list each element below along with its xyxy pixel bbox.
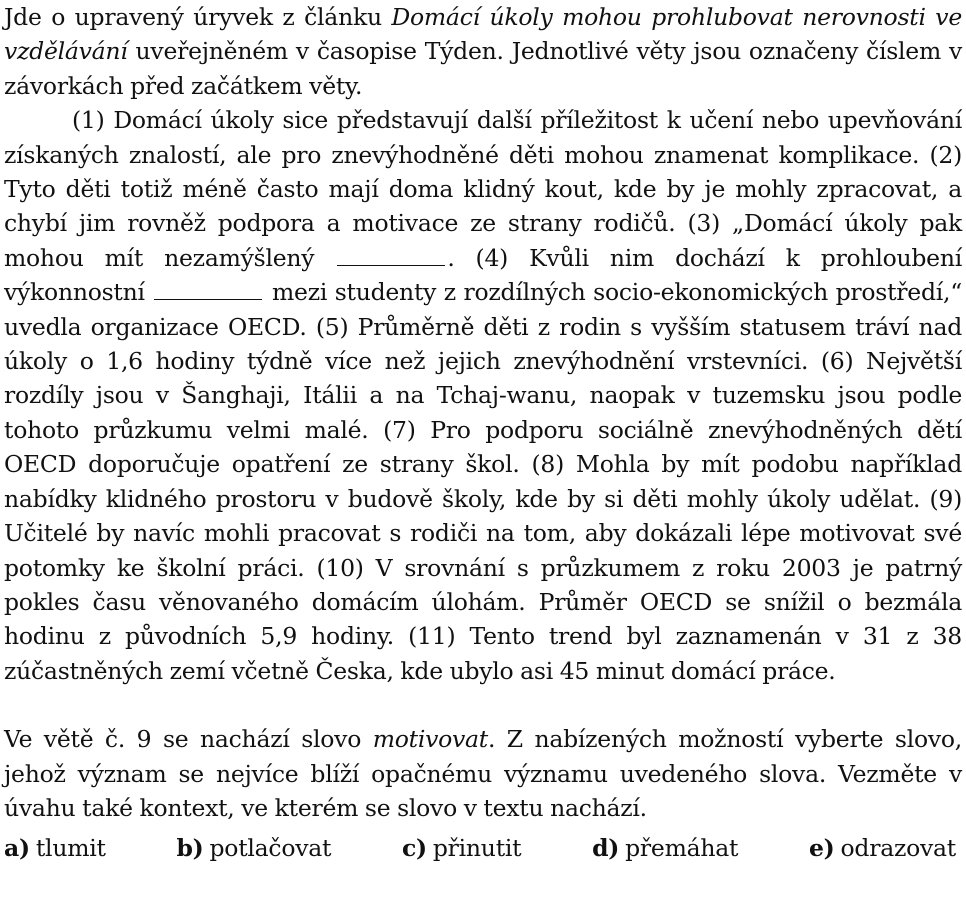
option-c[interactable] xyxy=(402,831,521,865)
article-part-1: (1) Domácí úkoly sice představují další příležitost k učení nebo upevňování získaných znalostí, ale pro znevýhodněné děti mohou znamenat komplikace. (2) Tyto děti totiž méně často mají doma klidný kout, kde by je mohly zpracovat, a chybí jim rovněž podpora a motivace ze strany rodičů. (3) „Domácí úkoly pak mohou mít nezamýšlený xyxy=(4,106,962,272)
answer-options xyxy=(4,831,962,865)
option-letter: d) xyxy=(592,834,620,863)
option-a[interactable] xyxy=(4,831,106,865)
question-paragraph xyxy=(4,722,962,825)
option-letter: b) xyxy=(176,834,204,863)
question-text-before: Ve větě č. 9 se nachází slovo xyxy=(4,725,373,754)
option-text: tlumit xyxy=(35,834,106,863)
blank-1 xyxy=(337,245,445,266)
intro-paragraph xyxy=(4,0,962,103)
article-excerpt xyxy=(4,103,962,688)
blank-2 xyxy=(154,279,262,300)
option-text: odrazovat xyxy=(840,834,956,863)
article-part-2: . (4) Kvůli nim dochází k prohloubení výkonnostní xyxy=(4,243,962,307)
intro-text-after: uveřejněném v časopise Týden. Jednotlivé věty jsou označeny číslem v závorkách před začátkem věty. xyxy=(4,37,962,100)
option-text: přemáhat xyxy=(625,834,739,863)
question-text-after: . Z nabízených možností vyberte slovo, jehož význam se nejvíce blíží opačnému významu uvedeného slova. Vezměte v úvahu také kontext, ve kterém se slovo v textu nachází. xyxy=(4,725,963,822)
option-letter: c) xyxy=(401,834,427,863)
option-e[interactable] xyxy=(809,831,956,865)
option-letter: e) xyxy=(808,834,835,863)
article-part-3: mezi studenty z rozdílných socio-ekonomických prostředí,“ uvedla organizace OECD. (5) Průměrně děti z rodin s vyšším statusem tráví nad úkoly o 1,6 hodiny týdně více než jejich znevýhodnění vrstevníci. (6) Největší rozdíly jsou v Šanghaji, Itálii a na Tchaj-wanu, naopak v tuzemsku jsou podle tohoto průzkumu velmi malé. (7) Pro podporu sociálně znevýhodněných dětí OECD doporučuje opatření ze strany škol. (8) Mohla by mít podobu například nabídky klidného prostoru v budově školy, kde by si děti mohly úkoly udělat. (9) Učitelé by navíc mohli pracovat s rodiči na tom, aby dokázali lépe motivovat své potomky ke školní práci. (10) V srovnání s průzkumem z roku 2003 je patrný pokles času věnovaného domácím úlohám. Průměr OECD se snížil o bezmála hodinu z původních 5,9 hodiny. (11) Tento trend byl zaznamenán v 31 z 38 zúčastněných zemí včetně Česka, kde ubylo asi 45 minut domácí práce. xyxy=(4,278,962,685)
article-title: Domácí úkoly mohou prohlubovat nerovnosti ve vzdělávání xyxy=(4,3,962,66)
intro-text-before: Jde o upravený úryvek z článku xyxy=(4,3,392,31)
option-text: potlačovat xyxy=(209,834,332,863)
option-d[interactable] xyxy=(592,831,738,865)
question-keyword: motivovat xyxy=(372,725,488,754)
option-letter: a) xyxy=(4,834,30,863)
option-b[interactable] xyxy=(176,831,331,865)
option-text: přinutit xyxy=(432,834,522,863)
